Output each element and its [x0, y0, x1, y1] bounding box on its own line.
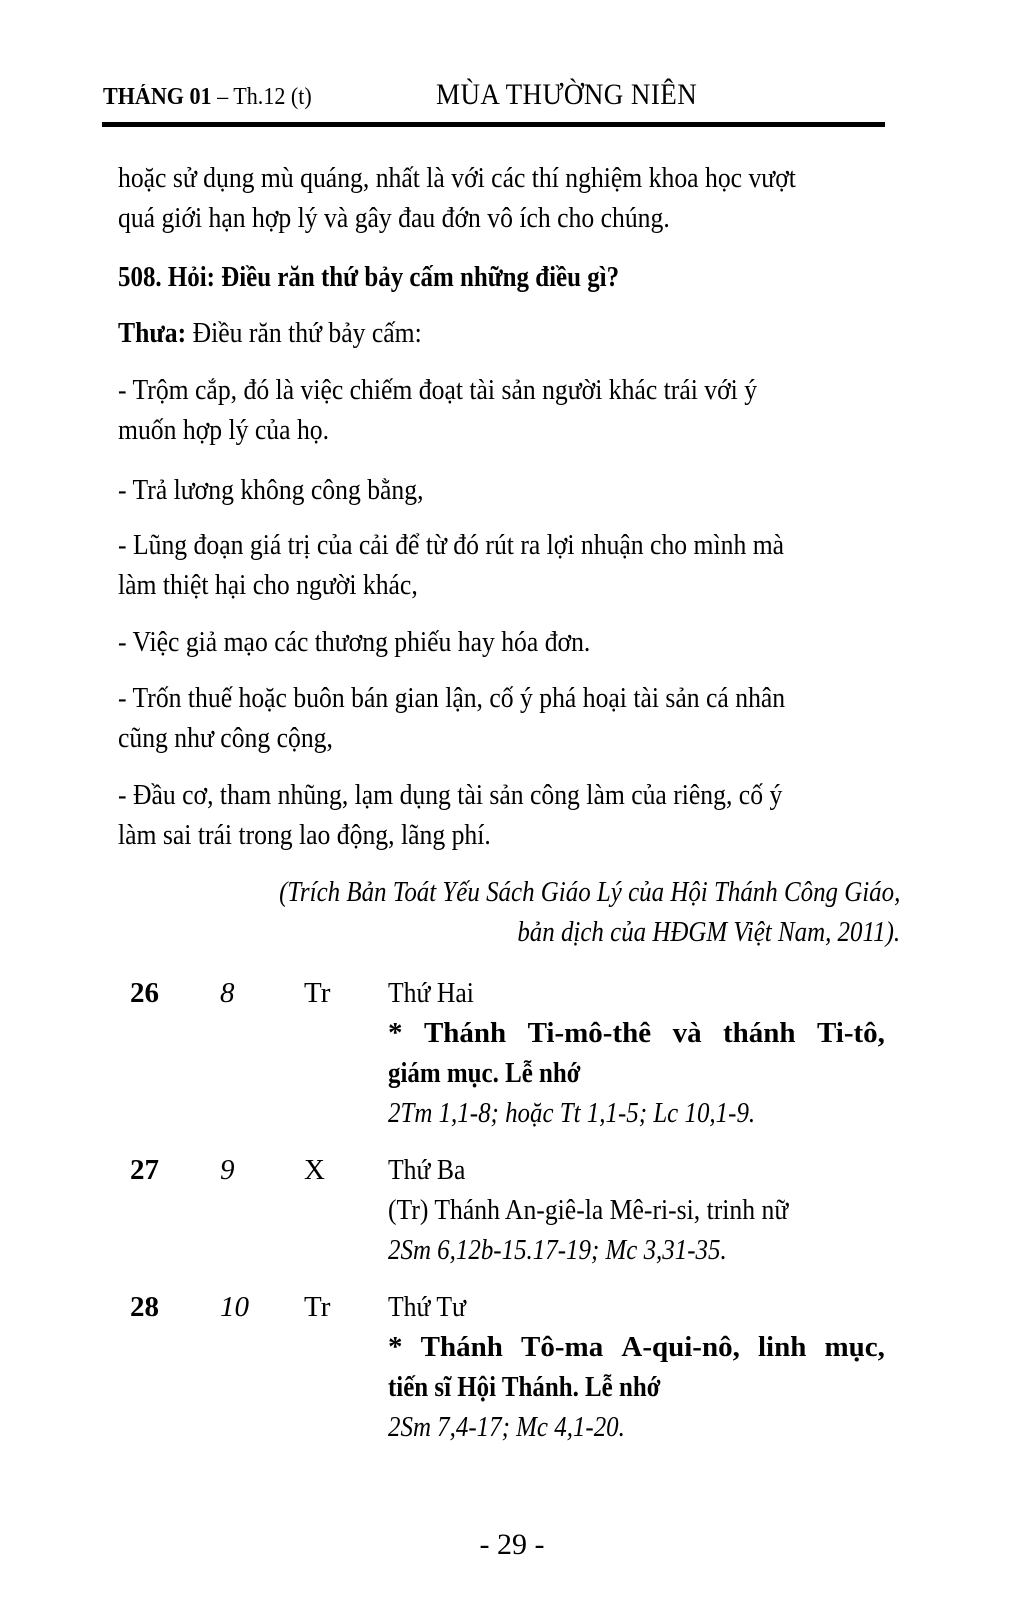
answer-line — [118, 316, 422, 350]
running-header-title: MÙA THƯỜNG NIÊN — [436, 78, 698, 111]
feast-title — [388, 1016, 885, 1050]
question-heading: 508. Hỏi: Điều răn thứ bảy cấm những điều gì? — [118, 261, 620, 293]
feast-title-cont: giám mục. Lễ nhớ — [388, 1057, 581, 1089]
list-item: - Trả lương không công bằng, — [118, 474, 424, 506]
feast-word: và — [672, 1017, 702, 1049]
feast-word: Thánh — [423, 1017, 507, 1049]
list-item: - Trốn thuế hoặc buôn bán gian lận, cố ý phá hoại tài sản cá nhân — [118, 682, 786, 714]
header-separator: – — [211, 84, 234, 110]
weekday: Thứ Hai — [388, 977, 474, 1009]
list-item: - Trộm cắp, đó là việc chiếm đoạt tài sản người khác trái với ý — [118, 374, 758, 406]
answer-text: Điều răn thứ bảy cấm: — [186, 317, 422, 349]
feast-word: thánh — [723, 1017, 796, 1049]
lunar-day: 8 — [220, 977, 235, 1009]
list-item-cont: cũng như công cộng, — [118, 722, 333, 754]
day-number: 27 — [130, 1154, 159, 1186]
citation-line: bản dịch của HĐGM Việt Nam, 2011). — [517, 916, 900, 948]
header-rule — [102, 122, 885, 127]
day-number: 28 — [130, 1291, 159, 1323]
lunar-day: 9 — [220, 1154, 235, 1186]
answer-label: Thưa: — [118, 317, 187, 349]
running-header-left — [103, 84, 312, 111]
feast-title — [388, 1330, 885, 1364]
feast-word: * — [388, 1017, 403, 1049]
body-line: quá giới hạn hợp lý và gây đau đớn vô ích cho chúng. — [118, 202, 670, 234]
weekday: Thứ Ba — [388, 1154, 466, 1186]
readings: 2Tm 1,1-8; hoặc Tt 1,1-5; Lc 10,1-9. — [388, 1097, 756, 1129]
header-sublabel: Th.12 (t) — [233, 84, 312, 110]
readings: 2Sm 6,12b-15.17-19; Mc 3,31-35. — [388, 1234, 727, 1266]
feast-word: Ti-mô-thê — [527, 1017, 652, 1049]
feast-word: linh — [757, 1331, 807, 1363]
lunar-day: 10 — [220, 1291, 249, 1323]
feast-title-cont: tiến sĩ Hội Thánh. Lễ nhớ — [388, 1371, 661, 1403]
feast-title: (Tr) Thánh An-giê-la Mê-ri-si, trinh nữ — [388, 1194, 789, 1226]
list-item-cont: muốn hợp lý của họ. — [118, 414, 330, 446]
weekday: Thứ Tư — [388, 1291, 466, 1323]
citation-line: (Trích Bản Toát Yếu Sách Giáo Lý của Hội Thánh Công Giáo, — [278, 876, 900, 908]
list-item: - Lũng đoạn giá trị của cải để từ đó rút ra lợi nhuận cho mình mà — [118, 529, 785, 561]
feast-word: A-qui-nô, — [621, 1331, 740, 1363]
feast-word: Thánh — [420, 1331, 503, 1363]
feast-word: Tô-ma — [521, 1331, 604, 1363]
month-label: THÁNG 01 — [103, 84, 212, 110]
list-item-cont: làm sai trái trong lao động, lãng phí. — [118, 819, 491, 851]
page-number: - 29 - — [479, 1528, 545, 1561]
feast-word: Ti-tô, — [816, 1017, 885, 1049]
liturgical-color: Tr — [304, 977, 331, 1009]
readings: 2Sm 7,4-17; Mc 4,1-20. — [388, 1411, 625, 1443]
list-item: - Việc giả mạo các thương phiếu hay hóa đơn. — [118, 626, 591, 658]
day-number: 26 — [130, 977, 159, 1009]
list-item-cont: làm thiệt hại cho người khác, — [118, 569, 418, 601]
body-line: hoặc sử dụng mù quáng, nhất là với các thí nghiệm khoa học vượt — [118, 162, 796, 194]
liturgical-color: X — [304, 1154, 325, 1186]
feast-word: * — [388, 1331, 403, 1363]
feast-word: mục, — [824, 1331, 885, 1363]
liturgical-color: Tr — [304, 1291, 331, 1323]
list-item: - Đầu cơ, tham nhũng, lạm dụng tài sản công làm của riêng, cố ý — [118, 779, 783, 811]
